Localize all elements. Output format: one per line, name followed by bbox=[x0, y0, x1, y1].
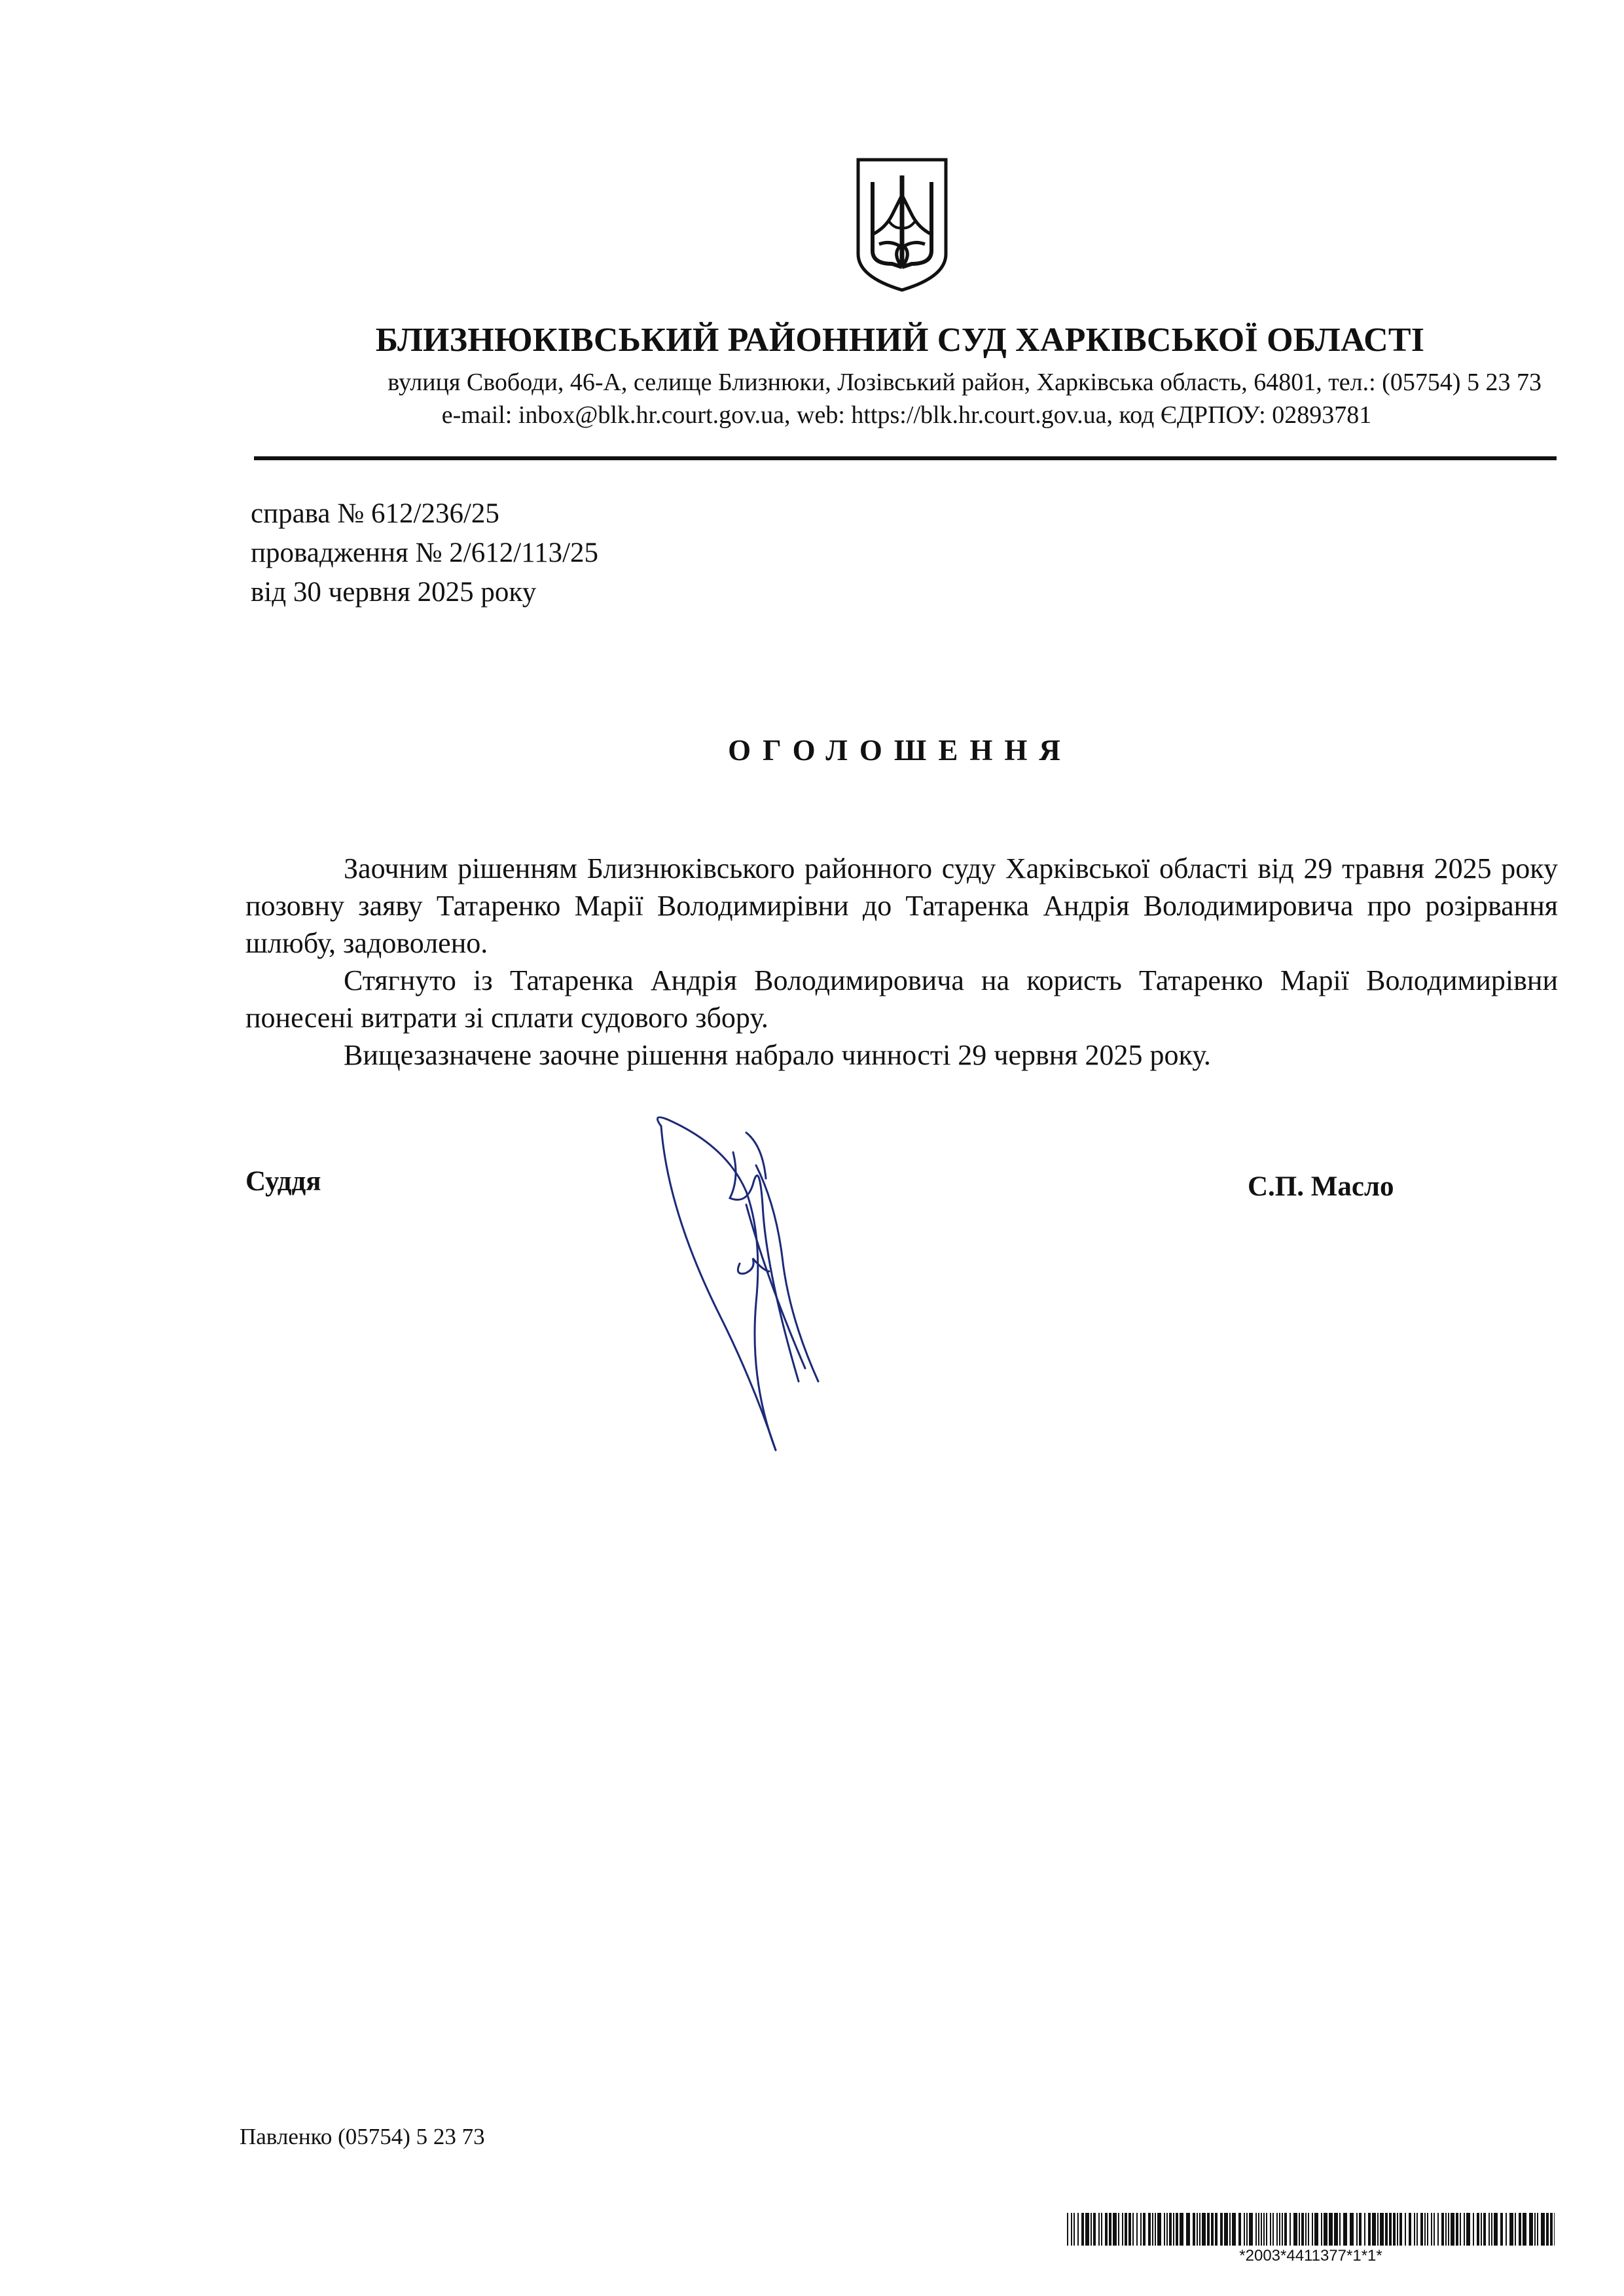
barcode-bar bbox=[1193, 2213, 1195, 2246]
barcode-bar bbox=[1308, 2213, 1309, 2246]
barcode-bar bbox=[1427, 2213, 1428, 2246]
barcode-bar bbox=[1529, 2213, 1533, 2246]
barcode-bar bbox=[1263, 2213, 1265, 2246]
barcode-bar bbox=[1173, 2213, 1174, 2246]
barcode-bar bbox=[1266, 2213, 1267, 2246]
case-number: справа № 612/236/25 bbox=[251, 498, 499, 529]
barcode-bar bbox=[1368, 2213, 1371, 2246]
judge-role: Суддя bbox=[245, 1166, 321, 1197]
document-title: ОГОЛОШЕННЯ bbox=[728, 734, 1072, 767]
barcode-bar bbox=[1305, 2213, 1307, 2246]
barcode-bar bbox=[1105, 2213, 1108, 2246]
barcode-text: *2003*4411377*1*1* bbox=[1239, 2247, 1382, 2265]
barcode-bar bbox=[1118, 2213, 1119, 2246]
barcode-bar bbox=[1272, 2213, 1274, 2246]
barcode-bar bbox=[1186, 2213, 1190, 2246]
barcode-bar bbox=[1270, 2213, 1271, 2246]
barcode-bar bbox=[1282, 2213, 1283, 2246]
barcode-bar bbox=[1220, 2213, 1223, 2246]
document-body bbox=[245, 850, 1558, 1074]
proceeding-number: провадження № 2/612/113/25 bbox=[251, 538, 599, 568]
barcode-bar bbox=[1466, 2213, 1470, 2246]
barcode-bar bbox=[1180, 2213, 1183, 2246]
barcode-bar bbox=[1301, 2213, 1304, 2246]
barcode-bar bbox=[1258, 2213, 1259, 2246]
barcode-bar bbox=[1244, 2213, 1245, 2246]
barcode-bar bbox=[1101, 2213, 1102, 2246]
barcode-bar bbox=[1541, 2213, 1545, 2246]
barcode-bar bbox=[1399, 2213, 1402, 2246]
barcode-bar bbox=[1312, 2213, 1313, 2246]
barcode-bar bbox=[1324, 2213, 1327, 2246]
barcode-bar bbox=[1143, 2213, 1146, 2246]
barcode-bar bbox=[1169, 2213, 1172, 2246]
barcode-bar bbox=[1157, 2213, 1161, 2246]
barcode-bar bbox=[1523, 2213, 1526, 2246]
barcode-bar bbox=[1500, 2213, 1503, 2246]
barcode-bar bbox=[1385, 2213, 1388, 2246]
barcode-bar bbox=[1397, 2213, 1398, 2246]
barcode-bar bbox=[1081, 2213, 1084, 2246]
barcode-bar bbox=[1329, 2213, 1333, 2246]
barcode-bar bbox=[1071, 2213, 1072, 2246]
barcode-bar bbox=[1067, 2213, 1068, 2246]
barcode-bar bbox=[1224, 2213, 1228, 2246]
barcode-bar bbox=[1091, 2213, 1092, 2246]
body-paragraph: Заочним рішенням Близнюківського районного суду Харківської області від 29 травня 2025 року позовну заяву Татаренко Марії Володимирівни до Татаренка Андрія Володимировича про розірвання шлюбу, задоволено. bbox=[245, 852, 1558, 959]
body-paragraph: Стягнуто із Татаренка Андрія Володимировича на користь Татаренко Марії Володимирівни понесені витрати зі сплати судового збору. bbox=[245, 964, 1558, 1034]
barcode-bar bbox=[1546, 2213, 1549, 2246]
barcode-bar bbox=[1509, 2213, 1513, 2246]
barcode-bar bbox=[1393, 2213, 1396, 2246]
barcode-bar bbox=[1550, 2213, 1553, 2246]
barcode-bar bbox=[1537, 2213, 1538, 2246]
barcode-bar bbox=[1441, 2213, 1444, 2246]
barcode-bar bbox=[1389, 2213, 1392, 2246]
barcode-bar bbox=[1093, 2213, 1096, 2246]
barcode-bar bbox=[1489, 2213, 1490, 2246]
barcode-bar bbox=[1448, 2213, 1449, 2246]
barcode-bar bbox=[1155, 2213, 1156, 2246]
barcode-bar bbox=[1148, 2213, 1151, 2246]
body-paragraph: Вищезазначене заочне рішення набрало чинності 29 червня 2025 року. bbox=[344, 1039, 1211, 1071]
barcode-bar bbox=[1199, 2213, 1200, 2246]
barcode-bar bbox=[1424, 2213, 1426, 2246]
court-contacts: e-mail: inbox@blk.hr.court.gov.ua, web: https://blk.hr.court.gov.ua, код ЄДРПОУ: 02893781 bbox=[441, 401, 1372, 429]
barcode-bar bbox=[1377, 2213, 1379, 2246]
barcode-bar bbox=[1437, 2213, 1439, 2246]
barcode-bar bbox=[1176, 2213, 1178, 2246]
barcode-bar bbox=[1136, 2213, 1138, 2246]
executor-contact: Павленко (05754) 5 23 73 bbox=[240, 2124, 485, 2149]
court-name: БЛИЗНЮКІВСЬКИЙ РАЙОННИЙ СУД ХАРКІВСЬКОЇ ОБЛАСТІ bbox=[375, 321, 1425, 359]
barcode-bar bbox=[1445, 2213, 1447, 2246]
barcode-bar bbox=[1343, 2213, 1347, 2246]
barcode-bar bbox=[1238, 2213, 1241, 2246]
barcode-bar bbox=[1290, 2213, 1291, 2246]
barcode-bar bbox=[1255, 2213, 1257, 2246]
barcode-bar bbox=[1215, 2213, 1218, 2246]
barcode-bar bbox=[1299, 2213, 1300, 2246]
barcode-bar bbox=[1229, 2213, 1231, 2246]
barcode-bar bbox=[1125, 2213, 1127, 2246]
barcode-bar bbox=[1140, 2213, 1142, 2246]
barcode-bar bbox=[1132, 2213, 1134, 2246]
barcode-bar bbox=[1356, 2213, 1358, 2246]
barcode-bar bbox=[1380, 2213, 1384, 2246]
barcode-bar bbox=[1483, 2213, 1486, 2246]
barcode-bar bbox=[1477, 2213, 1479, 2246]
barcode-bar bbox=[1515, 2213, 1516, 2246]
barcode-bar bbox=[1554, 2213, 1555, 2246]
barcode-bar bbox=[1409, 2213, 1411, 2246]
court-address: вулиця Свободи, 46-А, селище Близнюки, Лозівський район, Харківська область, 64801, тел.: (05754) 5 23 73 bbox=[388, 369, 1542, 396]
barcode-bar bbox=[1364, 2213, 1365, 2246]
barcode-bar bbox=[1434, 2213, 1435, 2246]
barcode-bar bbox=[1405, 2213, 1406, 2246]
handwritten-signature bbox=[648, 1106, 844, 1467]
barcode-bar bbox=[1460, 2213, 1461, 2246]
case-date: від 30 червня 2025 року bbox=[251, 577, 537, 608]
barcode-bar bbox=[1431, 2213, 1432, 2246]
barcode-bar bbox=[1284, 2213, 1287, 2246]
barcode-bar bbox=[1152, 2213, 1153, 2246]
barcode-bar bbox=[1164, 2213, 1165, 2246]
barcode-bar bbox=[1113, 2213, 1117, 2246]
case-meta bbox=[251, 494, 598, 612]
barcode-bar bbox=[1519, 2213, 1521, 2246]
barcode-bar bbox=[1416, 2213, 1418, 2246]
barcode-bar bbox=[1202, 2213, 1206, 2246]
barcode-bar bbox=[1506, 2213, 1507, 2246]
barcode-bar bbox=[1074, 2213, 1075, 2246]
barcode-bar bbox=[1473, 2213, 1474, 2246]
barcode-bar bbox=[1494, 2213, 1498, 2246]
barcode-bar bbox=[1249, 2213, 1253, 2246]
coat-of-arms-icon bbox=[853, 156, 951, 293]
barcode-bar bbox=[1232, 2213, 1236, 2246]
barcode-bar bbox=[1491, 2213, 1492, 2246]
barcode-bar bbox=[1276, 2213, 1278, 2246]
barcode-bar bbox=[1339, 2213, 1341, 2246]
barcode-bar bbox=[1122, 2213, 1123, 2246]
barcode-bar bbox=[1128, 2213, 1131, 2246]
barcode-bar bbox=[1534, 2213, 1536, 2246]
barcode-bar bbox=[1098, 2213, 1100, 2246]
barcode-bar bbox=[1451, 2213, 1454, 2246]
barcode-bar bbox=[1334, 2213, 1338, 2246]
barcode-bar bbox=[1166, 2213, 1168, 2246]
barcode-bar bbox=[1077, 2213, 1079, 2246]
barcode-bar bbox=[1359, 2213, 1362, 2246]
barcode-bar bbox=[1456, 2213, 1458, 2246]
barcode-bar bbox=[1279, 2213, 1280, 2246]
barcode-bar bbox=[1414, 2213, 1415, 2246]
barcode bbox=[1067, 2213, 1555, 2246]
barcode-bar bbox=[1314, 2213, 1318, 2246]
barcode-bar bbox=[1293, 2213, 1297, 2246]
barcode-bar bbox=[1261, 2213, 1262, 2246]
barcode-bar bbox=[1420, 2213, 1423, 2246]
barcode-bar bbox=[1321, 2213, 1322, 2246]
barcode-bar bbox=[1464, 2213, 1465, 2246]
barcode-bar bbox=[1372, 2213, 1376, 2246]
barcode-bar bbox=[1197, 2213, 1198, 2246]
barcode-bar bbox=[1350, 2213, 1354, 2246]
barcode-bar bbox=[1085, 2213, 1089, 2246]
header-divider bbox=[254, 456, 1557, 460]
judge-name: С.П. Масло bbox=[1248, 1171, 1394, 1202]
barcode-bar bbox=[1211, 2213, 1214, 2246]
barcode-bar bbox=[1246, 2213, 1248, 2246]
barcode-bar bbox=[1109, 2213, 1111, 2246]
barcode-bar bbox=[1207, 2213, 1210, 2246]
barcode-bar bbox=[1481, 2213, 1482, 2246]
